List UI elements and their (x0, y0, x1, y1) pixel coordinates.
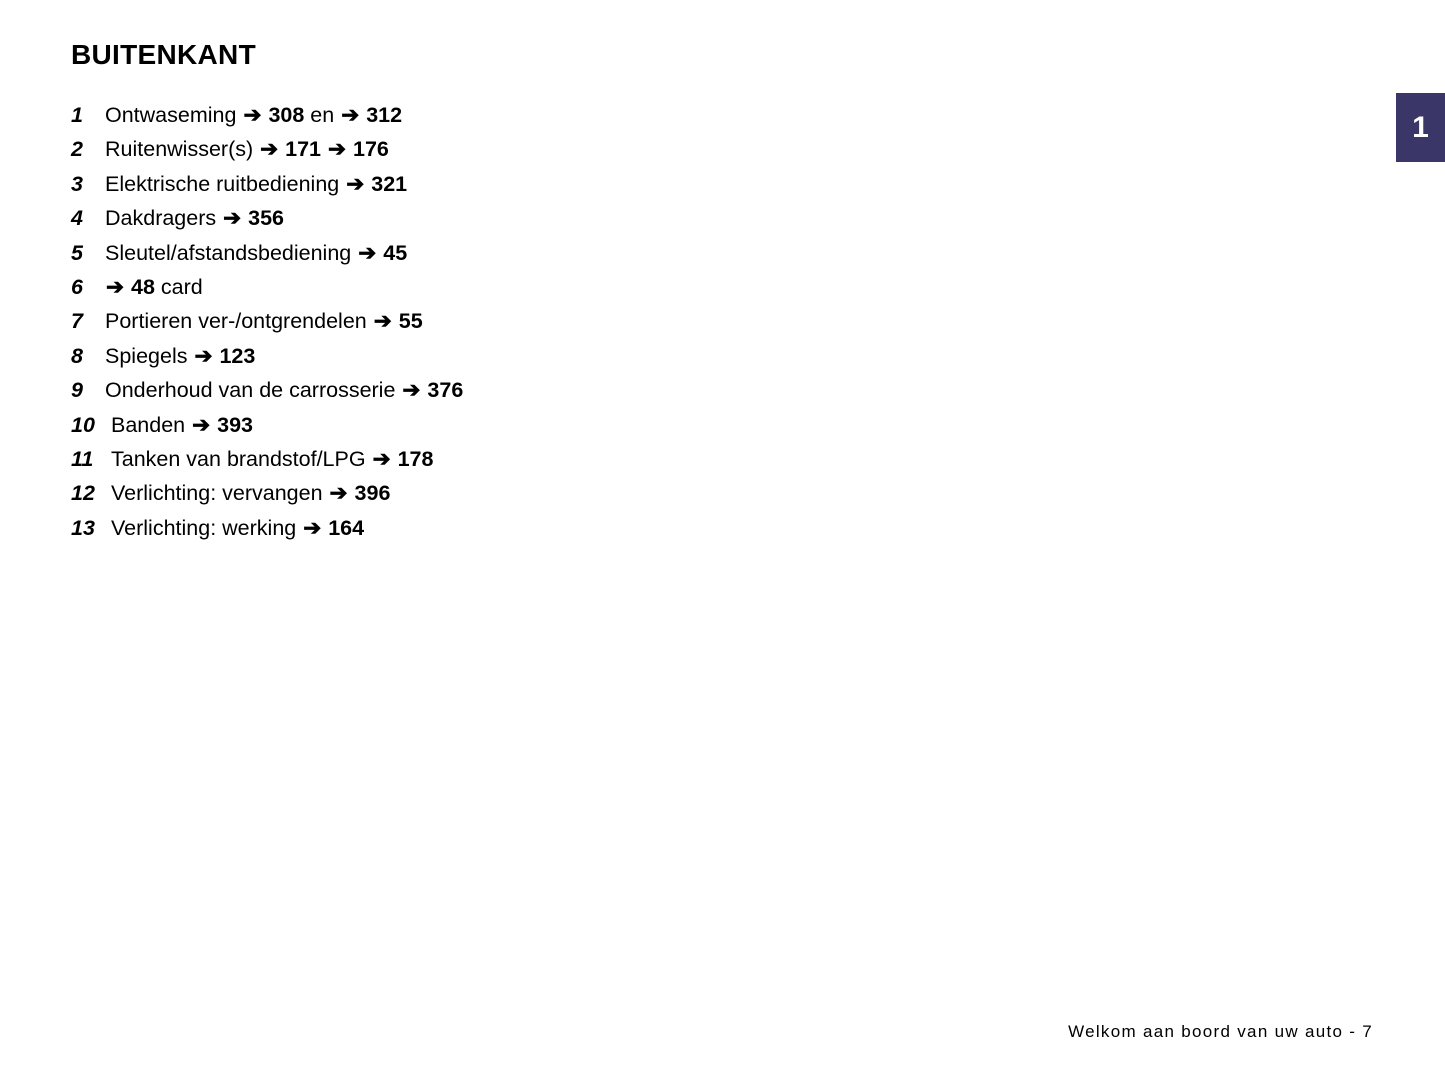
list-item-text: Ontwaseming (105, 103, 237, 127)
list-item (71, 236, 971, 270)
list-item (71, 511, 971, 545)
list-item-label (105, 98, 402, 132)
list-item-text: Sleutel/afstandsbediening (105, 240, 352, 265)
page-reference-number[interactable]: 321 (371, 171, 408, 196)
page-reference-arrow-icon: ➔ (372, 447, 391, 472)
page-reference-arrow-icon: ➔ (327, 137, 346, 162)
list-item-label (105, 373, 463, 407)
list-item-label (105, 236, 407, 270)
page-reference-arrow-icon: ➔ (106, 275, 125, 300)
page-reference-arrow-icon: ➔ (329, 481, 348, 506)
page-reference-number[interactable]: 376 (427, 378, 464, 403)
list-item-number: 2 (71, 137, 83, 162)
list-item-text: Dakdragers (105, 206, 217, 231)
legend-list (71, 98, 971, 545)
page-reference-arrow-icon: ➔ (373, 309, 392, 334)
list-item-label (105, 270, 203, 304)
list-item-number: 9 (71, 378, 83, 403)
list-item-text: card (160, 275, 203, 300)
list-item (71, 373, 971, 407)
list-item-text: en (310, 103, 335, 127)
list-item-number: 10 (71, 412, 95, 437)
page-reference-arrow-icon: ➔ (223, 206, 242, 231)
list-item-number: 12 (71, 481, 95, 506)
list-item (71, 408, 971, 442)
list-item (71, 132, 971, 166)
list-item (71, 304, 971, 338)
list-item-text: Onderhoud van de carrosserie (105, 378, 396, 403)
list-item (71, 98, 971, 132)
list-item-label (105, 339, 255, 373)
page-reference-number[interactable]: 55 (398, 309, 423, 334)
list-item-label (105, 201, 284, 235)
list-item-label (111, 476, 390, 510)
page-reference-arrow-icon: ➔ (346, 171, 365, 196)
list-item-number: 6 (71, 275, 83, 300)
page-reference-number[interactable]: 164 (328, 515, 365, 540)
page-reference-number[interactable]: 176 (352, 137, 389, 162)
list-item-number: 3 (71, 171, 83, 196)
list-item-label (111, 442, 433, 476)
list-item-number: 7 (71, 309, 83, 334)
page-reference-arrow-icon: ➔ (194, 343, 213, 368)
list-item-text: Portieren ver-/ontgrendelen (105, 309, 367, 334)
list-item (71, 167, 971, 201)
page-reference-number[interactable]: 48 (131, 275, 155, 300)
list-item (71, 476, 971, 510)
page-reference-number[interactable]: 45 (383, 240, 408, 265)
list-item-text: Ruitenwisser(s) (105, 137, 254, 162)
list-item-label (111, 511, 364, 545)
list-item-label (105, 132, 389, 166)
page-reference-number[interactable]: 356 (248, 206, 284, 231)
list-item (71, 339, 971, 373)
page-reference-arrow-icon: ➔ (192, 412, 211, 437)
list-item-text: Verlichting: vervangen (111, 481, 323, 506)
page-reference-number[interactable]: 178 (397, 447, 434, 472)
page-title: BUITENKANT (71, 39, 256, 70)
list-item-text: Tanken van brandstof/LPG (111, 447, 366, 472)
list-item-number: 4 (71, 206, 83, 231)
chapter-tab: 1 (1396, 93, 1445, 162)
list-item-number: 11 (71, 447, 94, 472)
list-item-label (105, 167, 407, 201)
list-item-label (111, 408, 253, 442)
list-item (71, 270, 971, 304)
list-item-number: 13 (71, 515, 95, 540)
page-reference-arrow-icon: ➔ (402, 378, 421, 403)
list-item-text: Spiegels (105, 343, 188, 368)
list-item (71, 442, 971, 476)
page-reference-arrow-icon: ➔ (358, 240, 377, 265)
page-reference-number[interactable]: 312 (366, 103, 403, 127)
list-item (71, 201, 971, 235)
list-item-text: Banden (111, 412, 186, 437)
page-reference-arrow-icon: ➔ (341, 103, 360, 127)
page-reference-number[interactable]: 308 (268, 103, 305, 127)
page-reference-number[interactable]: 123 (219, 343, 256, 368)
list-item-text: Verlichting: werking (111, 515, 297, 540)
page-reference-arrow-icon: ➔ (260, 137, 279, 162)
list-item-number: 5 (71, 240, 83, 265)
list-item-text: Elektrische ruitbediening (105, 171, 340, 196)
page-footer: Welkom aan boord van uw auto - 7 (1068, 1022, 1373, 1041)
page-reference-arrow-icon: ➔ (243, 103, 262, 127)
page-reference-number[interactable]: 393 (217, 412, 253, 437)
page-reference-number[interactable]: 396 (354, 481, 391, 506)
list-item-number: 8 (71, 343, 83, 368)
list-item-label (105, 304, 423, 338)
page-reference-arrow-icon: ➔ (303, 515, 322, 540)
page-reference-number[interactable]: 171 (285, 137, 321, 162)
list-item-number: 1 (71, 103, 83, 127)
